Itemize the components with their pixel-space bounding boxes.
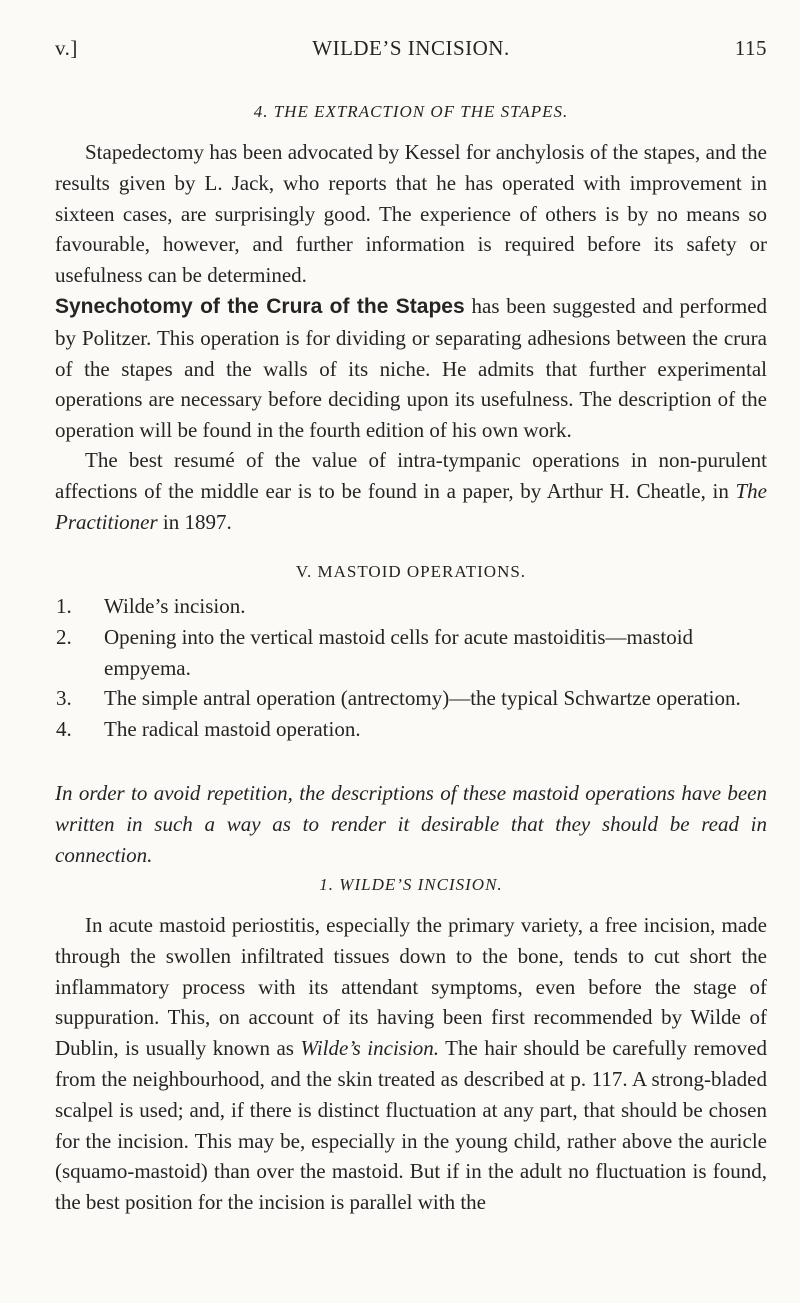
wilde-incision-paragraph: [55, 910, 767, 1218]
resume-text-after: in 1897.: [157, 509, 232, 534]
list-item-number: 4.: [56, 717, 72, 742]
italic-note: [55, 778, 767, 870]
synechotomy-term: Synechotomy of the Crura of the Stapes: [55, 295, 465, 318]
list-item-number: 3.: [56, 686, 72, 711]
stapes-heading: 4. THE EXTRACTION OF THE STAPES.: [253, 102, 569, 121]
mastoid-operations-heading: V. MASTOID OPERATIONS.: [295, 562, 527, 581]
wilde-text-before: In acute mastoid periostitis, especially the primary variety, a free incision, made through the swollen infiltrated tissues down to the bone, tends to cut short the inflammatory process with its attendant symptoms, even before the stage of suppuration. This, on account of its having been first recommended by Wilde of Dublin, is usually known as: [55, 913, 767, 1061]
list-item-number: 2.: [56, 624, 72, 649]
page-number: 115: [734, 36, 767, 60]
list-item: [55, 622, 767, 684]
running-head: [55, 36, 767, 66]
stapedectomy-paragraph: Stapedectomy has been advocated by Kessel for anchylosis of the stapes, and the results given by L. Jack, who reports that he has operated with improvement in sixteen cases, are surprisingly good. The experience of others is by no means so favourable, however, and further information is required before its safety or usefulness can be determined.: [55, 140, 767, 288]
list-item-number: 1.: [56, 594, 72, 618]
wilde-incision-term: Wilde’s incision.: [300, 1036, 440, 1061]
wilde-incision-heading: 1. WILDE’S INCISION.: [319, 875, 503, 894]
mastoid-operations-list: [55, 591, 767, 745]
resume-text-before: The best resumé of the value of intra-tympanic operations in non-purulent affections of the middle ear is to be found in a paper, by Arthur H. Cheatle, in: [55, 448, 767, 503]
running-head-section: v.]: [55, 36, 78, 60]
list-item-text: The radical mastoid operation.: [104, 717, 361, 742]
journal-title: The Practitioner: [55, 478, 767, 534]
running-head-title: WILDE’S INCISION.: [312, 36, 510, 60]
list-item-text: The simple antral operation (antrectomy)—the typical Schwartze operation.: [104, 686, 741, 711]
list-item-text: Opening into the vertical mastoid cells for acute mastoiditis—mastoid empyema.: [104, 624, 694, 680]
italic-note-text: In order to avoid repetition, the descriptions of these mastoid operations have been written in such a way as to render it desirable that they should be read in connection.: [55, 781, 767, 867]
synechotomy-paragraph: [55, 291, 767, 446]
wilde-text-after: The hair should be carefully removed from the neighbourhood, and the skin treated as described at p. 117. A strong-bladed scalpel is used; and, if there is distinct fluctuation at any part, that should be chosen for the incision. This may be, especially in the young child, rather above the auricle (squamo-mastoid) than over the mastoid. But if in the adult no fluctuation is found, the best position for the incision is parallel with the: [55, 1036, 767, 1215]
list-item: [55, 591, 767, 622]
resume-paragraph: [55, 445, 767, 537]
synechotomy-text: has been suggested and performed by Politzer. This operation is for dividing or separating adhesions between the crura of the stapes and the walls of its niche. He admits that further experimental operations are necessary before deciding upon its usefulness. The description of the operation will be found in the fourth edition of his own work.: [55, 294, 768, 443]
list-item: [55, 683, 767, 714]
list-item: [55, 714, 767, 745]
list-item-text: Wilde’s incision.: [104, 594, 246, 618]
